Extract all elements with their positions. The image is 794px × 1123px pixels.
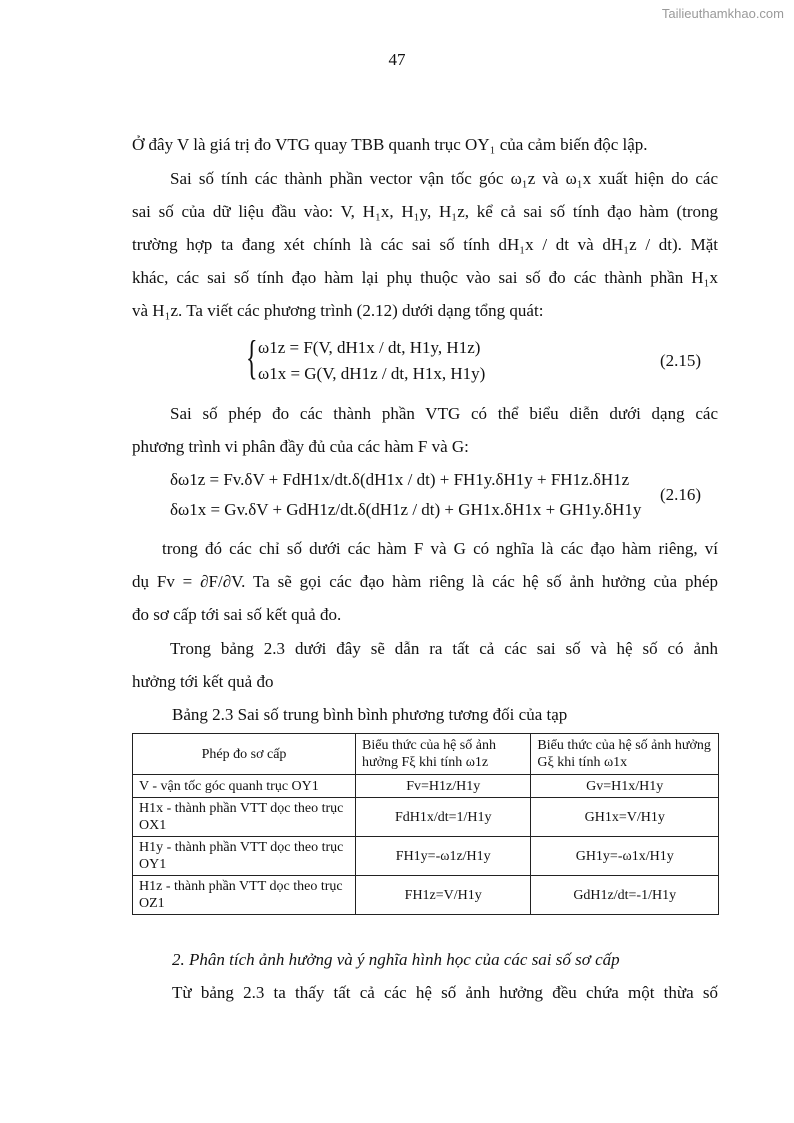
paragraph-line: trường hợp ta đang xét chính là các sai số tính dH₁x / dt và dH₁z / dt). Mặt bbox=[132, 235, 718, 254]
paragraph-line: Sai số phép đo các thành phần VTG có thể biểu diễn dưới dạng các bbox=[170, 404, 718, 423]
table-cell: FdH1x/dt=1/H1y bbox=[356, 798, 531, 837]
section-heading: 2. Phân tích ảnh hưởng và ý nghĩa hình học của các sai số sơ cấp bbox=[172, 950, 620, 969]
paragraph-line: trong đó các chỉ số dưới các hàm F và G có nghĩa là các đạo hàm riêng, ví bbox=[162, 539, 718, 558]
table-row bbox=[133, 798, 719, 837]
equation-2-16-line-2: δω1x = Gv.δV + GdH1z/dt.δ(dH1z / dt) + GH1x.δH1x + GH1y.δH1y bbox=[170, 500, 642, 519]
paragraph-line: hưởng tới kết quả đo bbox=[132, 672, 274, 691]
table-cell: GH1y=-ω1x/H1y bbox=[531, 837, 719, 876]
table-cell: H1z - thành phần VTT dọc theo trục OZ1 bbox=[133, 876, 356, 915]
table-header-cell: Biểu thức của hệ số ảnh hưởng Gξ khi tính ω1x bbox=[531, 734, 719, 775]
table-row bbox=[133, 837, 719, 876]
table-cell: V - vận tốc góc quanh trục OY1 bbox=[133, 775, 356, 798]
paragraph-line: Trong bảng 2.3 dưới đây sẽ dẫn ra tất cả các sai số và hệ số có ảnh bbox=[170, 639, 718, 658]
paragraph-line: dụ Fv = ∂F/∂V. Ta sẽ gọi các đạo hàm riêng là các hệ số ảnh hưởng của phép bbox=[132, 572, 718, 591]
brace-symbol: { bbox=[246, 331, 258, 384]
equation-2-16-line-1: δω1z = Fv.δV + FdH1x/dt.δ(dH1x / dt) + FH1y.δH1y + FH1z.δH1z bbox=[170, 470, 630, 489]
table-header-cell: Biểu thức của hệ số ảnh hưởng Fξ khi tính ω1z bbox=[356, 734, 531, 775]
table-cell: GdH1z/dt=-1/H1y bbox=[531, 876, 719, 915]
table-header-cell: Phép đo sơ cấp bbox=[133, 734, 356, 775]
table-header-row bbox=[133, 734, 719, 775]
table-cell: Fv=H1z/H1y bbox=[356, 775, 531, 798]
paragraph-line: phương trình vi phân đầy đủ của các hàm F và G: bbox=[132, 437, 469, 456]
table-cell: FH1z=V/H1y bbox=[356, 876, 531, 915]
paragraph-line: đo sơ cấp tới sai số kết quả đo. bbox=[132, 605, 342, 624]
paragraph-line: Từ bảng 2.3 ta thấy tất cả các hệ số ảnh hưởng đều chứa một thừa số bbox=[172, 983, 718, 1002]
paragraph-line: Sai số tính các thành phần vector vận tốc góc ω₁z và ω₁x xuất hiện do các bbox=[170, 169, 718, 188]
paragraph-line: sai số của dữ liệu đầu vào: V, H₁x, H₁y, H₁z, kể cả sai số tính đạo hàm (trong bbox=[132, 202, 718, 221]
watermark: Tailieuthamkhao.com bbox=[661, 6, 784, 21]
table-cell: GH1x=V/H1y bbox=[531, 798, 719, 837]
paragraph-line: và H₁z. Ta viết các phương trình (2.12) dưới dạng tổng quát: bbox=[132, 301, 544, 320]
page-number: 47 bbox=[388, 50, 406, 69]
coefficient-table bbox=[132, 733, 719, 915]
table-row bbox=[133, 876, 719, 915]
equation-number: (2.16) bbox=[660, 485, 702, 504]
table-row bbox=[133, 775, 719, 798]
table-caption: Bảng 2.3 Sai số trung bình bình phương tương đối của tạp bbox=[172, 705, 568, 724]
table-cell: Gv=H1x/H1y bbox=[531, 775, 719, 798]
table-cell: H1y - thành phần VTT dọc theo trục OY1 bbox=[133, 837, 356, 876]
table-cell: FH1y=-ω1z/H1y bbox=[356, 837, 531, 876]
equation-number: (2.15) bbox=[660, 351, 702, 370]
paragraph-line: khác, các sai số tính đạo hàm lại phụ thuộc vào sai số đo các thành phần H₁x bbox=[132, 268, 718, 287]
equation-2-15-line-1: ω1z = F(V, dH1x / dt, H1y, H1z) bbox=[258, 338, 481, 357]
table-cell: H1x - thành phần VTT dọc theo trục OX1 bbox=[133, 798, 356, 837]
equation-2-15-line-2: ω1x = G(V, dH1z / dt, H1x, H1y) bbox=[258, 364, 486, 383]
paragraph-line: Ở đây V là giá trị đo VTG quay TBB quanh trục OY₁ của cảm biến độc lập. bbox=[132, 135, 648, 154]
